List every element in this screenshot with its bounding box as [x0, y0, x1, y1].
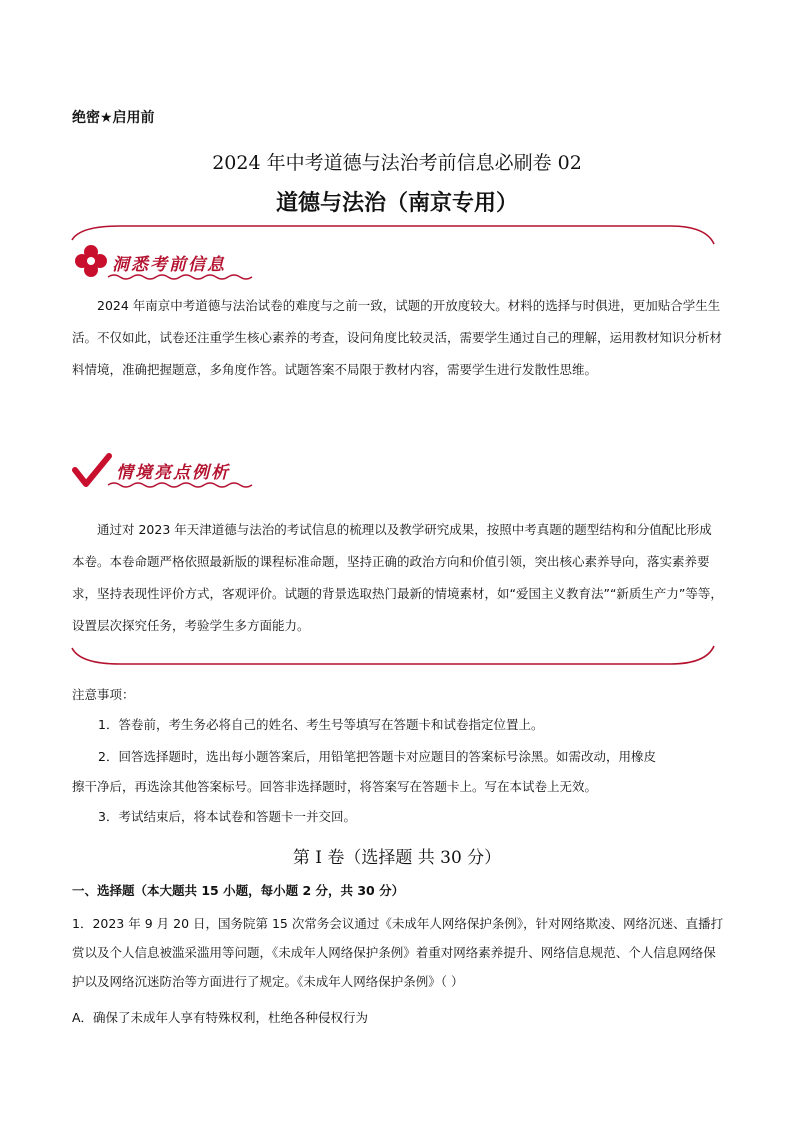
note-item: 1．答卷前，考生务必将自己的姓名、考生号等填写在答题卡和试卷指定位置上。 — [98, 717, 544, 732]
question-1-option-a: A．确保了未成年人享有特殊权利，杜绝各种侵权行为 — [72, 1010, 369, 1025]
clover-icon — [74, 244, 108, 278]
subject-title: 道德与法治（南京专用） — [275, 191, 518, 216]
checkmark-icon — [72, 452, 112, 488]
note-item: 擦干净后，再选涂其他答案标号。回答非选择题时，将答案写在答题卡上。写在本试卷上无效。 — [72, 779, 598, 794]
note-item: 2．回答选择题时，选出每小题答案后，用铅笔把答题卡对应题目的答案标号涂黑。如需改动，用橡皮 — [98, 749, 656, 764]
note-item: 3．考试结束后，将本试卷和答题卡一并交回。 — [98, 809, 356, 824]
exam-title: 2024 年中考道德与法治考前信息必刷卷 02 — [212, 152, 582, 174]
question-1-text: 1．2023 年 9 月 20 日，国务院第 15 次常务会议通过《未成年人网络保护条例》，针对网络欺凌、网络沉迷、直播打赏以及个人信息被滥采滥用等问题，《未成年人网络保护条例》着重对网络素养提升、网络信息规范、个人信息网络保护以及网络沉迷防治等方面进行了规定。《未成年人网络保护条例》（ ） — [72, 916, 724, 989]
notes-heading: 注意事项： — [72, 687, 135, 702]
section-title-info: 洞悉考前信息 — [112, 255, 226, 275]
question-section-heading: 一、选择题（本大题共 15 小题，每小题 2 分，共 30 分） — [72, 883, 405, 898]
section-paragraph-info: 2024 年南京中考道德与法治试卷的难度与之前一致，试题的开放度较大。材料的选择与时俱进，更加贴合学生生活。不仅如此，试卷还注重学生核心素养的考查，设问角度比较灵活，需要学生通过自己的理解，运用教材知识分析材料情境，准确把握题意，多角度作答。试题答案不局限于教材内容，需要学生进行发散性思维。 — [72, 298, 723, 377]
confidential-label: 绝密★启用前 — [72, 110, 155, 126]
notes-block — [72, 680, 724, 840]
section-paragraph-highlights: 通过对 2023 年天津道德与法治的考试信息的梳理以及教学研究成果，按照中考真题的题型结构和分值配比形成本卷。本卷命题严格依照最新版的课程标准命题，坚持正确的政治方向和价值引领，突出核心素养导向，落实素养要求，坚持表现性评价方式，客观评价。试题的背景选取热门最新的情境素材，如“爱国主义教育法”“新质生产力”等等，设置层次探究任务，考验学生多方面能力。 — [72, 522, 723, 633]
section-title-highlights: 情境亮点例析 — [116, 463, 230, 483]
volume-title: 第 I 卷（选择题 共 30 分） — [292, 848, 502, 868]
